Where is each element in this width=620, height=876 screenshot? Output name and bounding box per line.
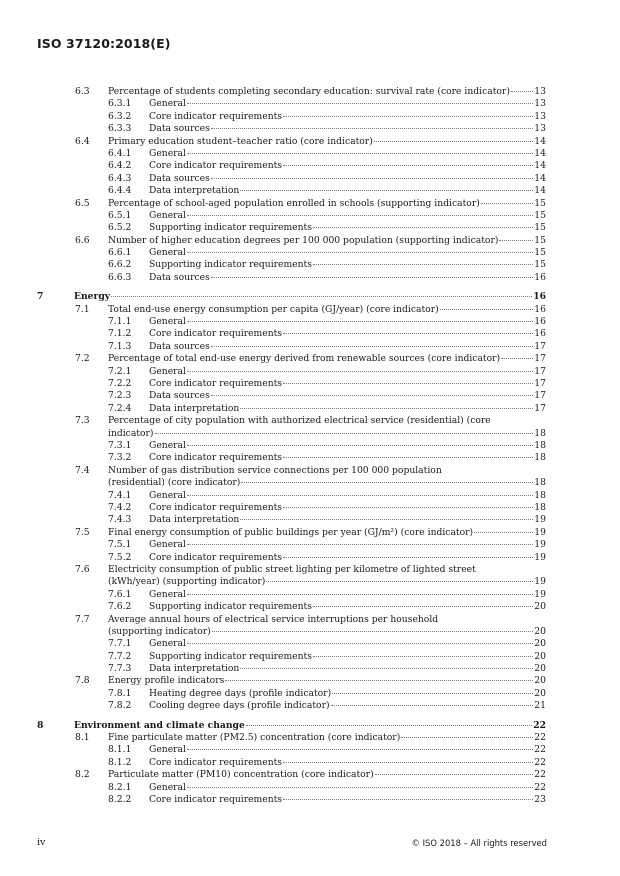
toc-entry-title: Percentage of students completing secondary education: survival rate (core indicator): [108, 86, 510, 97]
toc-entry-title: Energy: [74, 291, 111, 303]
dot-leader: [211, 395, 534, 396]
dot-leader: [499, 240, 533, 241]
toc-entry[interactable]: [37, 794, 546, 806]
toc-entry-title: Environment and climate change: [74, 719, 245, 731]
toc-entry[interactable]: [37, 589, 546, 601]
toc-entry[interactable]: [37, 465, 546, 490]
toc-entry-page: 13: [534, 86, 546, 97]
toc-entry-number: 8: [37, 719, 44, 731]
toc-entry-page: 20: [534, 638, 546, 650]
toc-entry[interactable]: [37, 235, 546, 247]
toc-entry-title-continued: (supporting indicator): [108, 625, 211, 637]
dot-leader: [313, 264, 533, 265]
toc-entry-title: General: [149, 209, 186, 221]
toc-entry-title: Primary education student–teacher ratio (core indicator): [108, 135, 373, 147]
dot-leader: [187, 643, 533, 644]
toc-entry-title: Data interpretation: [149, 663, 240, 675]
toc-entry-number: 7.8.1: [108, 687, 132, 699]
toc-entry[interactable]: [37, 86, 546, 98]
toc-entry-title: Data sources: [149, 172, 210, 184]
toc-entry-title: Data interpretation: [149, 514, 240, 526]
toc-entry-page: 15: [534, 247, 546, 259]
toc-entry-page: 20: [534, 650, 546, 662]
dot-leader: [283, 557, 533, 558]
dot-leader: [283, 457, 533, 458]
dot-leader: [187, 153, 533, 154]
dot-leader: [211, 128, 534, 129]
dot-leader: [212, 631, 534, 632]
dot-leader: [313, 227, 533, 228]
toc-entry-number: 7.2.1: [108, 365, 132, 377]
toc-entry[interactable]: [37, 341, 546, 353]
toc-entry-number: 7.7.2: [108, 650, 132, 662]
toc-entry-number: 7.2.4: [108, 402, 132, 414]
toc-entry-page: 20: [534, 663, 546, 675]
toc-entry[interactable]: [37, 366, 546, 378]
toc-entry-page: 14: [534, 185, 546, 197]
toc-entry-page: 16: [534, 316, 546, 328]
dot-leader: [374, 141, 534, 142]
toc-entry-title: Core indicator requirements: [149, 328, 283, 340]
toc-entry-number: 6.5: [75, 197, 90, 209]
toc-entry-number: 8.2: [75, 769, 90, 781]
toc-entry-page: 21: [534, 700, 546, 712]
toc-entry[interactable]: [37, 304, 546, 316]
toc-entry-title: General: [149, 539, 186, 551]
toc-entry-title: General: [149, 147, 186, 159]
toc-entry-page: 19: [534, 588, 546, 600]
toc-entry[interactable]: [37, 564, 546, 589]
toc-entry-number: 7.5.1: [108, 539, 132, 551]
toc-entry-page: 22: [534, 769, 546, 781]
toc-entry-number: 7.4.1: [108, 489, 132, 501]
toc-entry-title: Core indicator requirements: [149, 377, 283, 389]
toc-entry[interactable]: [37, 744, 546, 756]
toc-entry-page: 17: [534, 390, 546, 402]
dot-leader: [187, 544, 533, 545]
toc-entry-page: 23: [534, 794, 546, 805]
toc-entry-title: Core indicator requirements: [149, 160, 283, 172]
toc-entry-title: General: [149, 439, 186, 451]
toc-entry-page: 22: [533, 719, 546, 731]
toc-entry[interactable]: [37, 378, 546, 390]
toc-entry-number: 7.4.2: [108, 501, 132, 513]
toc-entry-number: 7.1.3: [108, 340, 132, 352]
toc-entry-page: 14: [534, 135, 546, 147]
dot-leader: [211, 346, 534, 347]
toc-entry[interactable]: [37, 601, 546, 613]
toc-entry-page: 20: [534, 601, 546, 613]
toc-entry-number: 7.7: [75, 613, 90, 625]
toc-entry[interactable]: [37, 757, 546, 769]
toc-entry-number: 7.2.3: [108, 390, 132, 402]
toc-entry[interactable]: [37, 173, 546, 185]
document-id-header: ISO 37120:2018(E): [37, 36, 171, 51]
dot-leader: [241, 482, 533, 483]
toc-entry-number: 7.3.1: [108, 439, 132, 451]
toc-entry-number: 7.5: [75, 526, 90, 538]
toc-entry-title: Core indicator requirements: [149, 551, 283, 563]
toc-entry-page: 17: [534, 353, 546, 365]
toc-entry[interactable]: [37, 490, 546, 502]
toc-entry[interactable]: [37, 272, 546, 284]
toc-entry-page: 22: [534, 744, 546, 756]
toc-entry-page: 18: [534, 501, 546, 513]
toc-entry[interactable]: [37, 720, 546, 732]
dot-leader: [240, 408, 533, 409]
toc-entry[interactable]: [37, 675, 546, 687]
toc-entry-title: Core indicator requirements: [149, 501, 283, 513]
toc-entry[interactable]: [37, 527, 546, 539]
toc-entry-number: 8.1: [75, 732, 90, 744]
toc-entry-title: General: [149, 588, 186, 600]
toc-entry[interactable]: [37, 390, 546, 402]
toc-entry-title: Number of higher education degrees per 100 000 population (supporting indicator): [108, 234, 499, 246]
toc-entry-number: 7.6.1: [108, 588, 132, 600]
toc-entry-page: 19: [534, 551, 546, 563]
toc-entry-page: 17: [534, 377, 546, 389]
toc-entry-title: General: [149, 247, 186, 259]
toc-entry-number: 7.4.3: [108, 514, 132, 526]
toc-entry[interactable]: [37, 111, 546, 123]
toc-entry[interactable]: [37, 782, 546, 794]
dot-leader: [155, 433, 534, 434]
toc-entry-page: 18: [534, 489, 546, 501]
toc-entry-number: 8.2.2: [108, 794, 132, 805]
toc-entry-number: 6.5.1: [108, 209, 132, 221]
toc-entry-number: 7.4: [75, 464, 90, 476]
dot-leader: [187, 371, 533, 372]
toc-entry-number: 7.8.2: [108, 700, 132, 712]
toc-entry-number: 7.7.1: [108, 638, 132, 650]
toc-entry-number: 7.8: [75, 675, 90, 687]
toc-entry-page: 14: [534, 172, 546, 184]
dot-leader: [240, 190, 533, 191]
dot-leader: [187, 103, 533, 104]
table-of-contents: [37, 86, 546, 806]
toc-entry-number: 6.6.3: [108, 271, 132, 283]
toc-entry-page: 19: [534, 526, 546, 538]
toc-entry[interactable]: [37, 415, 546, 440]
toc-entry-number: 6.4.2: [108, 160, 132, 172]
toc-entry-title: Supporting indicator requirements: [149, 650, 312, 662]
toc-entry-page: 19: [534, 539, 546, 551]
toc-entry-title: Data sources: [149, 123, 210, 135]
toc-entry-number: 8.1.2: [108, 756, 132, 768]
toc-entry-title: Core indicator requirements: [149, 110, 283, 122]
toc-entry[interactable]: [37, 700, 546, 712]
toc-entry-title: Final energy consumption of public buildings per year (GJ/m²) (core indicator): [108, 526, 474, 538]
toc-entry-page: 16: [534, 328, 546, 340]
toc-entry-page: 19: [534, 576, 546, 588]
toc-entry[interactable]: [37, 614, 546, 639]
toc-entry-title: Supporting indicator requirements: [149, 259, 312, 271]
toc-entry[interactable]: [37, 98, 546, 110]
toc-entry-number: 6.6: [75, 234, 90, 246]
toc-entry-page: 13: [534, 98, 546, 110]
toc-entry-title: Supporting indicator requirements: [149, 222, 312, 234]
toc-entry[interactable]: [37, 160, 546, 172]
toc-entry-title: General: [149, 98, 186, 110]
dot-leader: [283, 116, 533, 117]
dot-leader: [331, 705, 534, 706]
toc-entry[interactable]: [37, 663, 546, 675]
toc-entry-number: 7.7.3: [108, 663, 132, 675]
toc-entry-number: 6.6.1: [108, 247, 132, 259]
toc-entry[interactable]: [37, 148, 546, 160]
toc-entry-number: 7.1.1: [108, 316, 132, 328]
toc-entry-title: Particulate matter (PM10) concentration (core indicator): [108, 769, 374, 781]
toc-entry-number: 6.4.1: [108, 147, 132, 159]
toc-entry[interactable]: [37, 316, 546, 328]
toc-entry[interactable]: [37, 403, 546, 415]
toc-entry[interactable]: [37, 552, 546, 564]
toc-entry-number: 7.2: [75, 353, 90, 365]
toc-entry[interactable]: [37, 651, 546, 663]
toc-entry-title: Data interpretation: [149, 402, 240, 414]
toc-entry[interactable]: [37, 539, 546, 551]
toc-entry-page: 16: [534, 271, 546, 283]
toc-entry-number: 7.5.2: [108, 551, 132, 563]
toc-entry-page: 16: [534, 303, 546, 315]
toc-entry-number: 8.1.1: [108, 744, 132, 756]
toc-entry[interactable]: [37, 353, 546, 365]
toc-entry-title: General: [149, 489, 186, 501]
toc-entry-title: Core indicator requirements: [149, 794, 283, 805]
dot-leader: [313, 656, 533, 657]
dot-leader: [283, 762, 533, 763]
toc-entry[interactable]: [37, 502, 546, 514]
toc-entry-number: 7.3: [75, 415, 90, 427]
toc-entry-number: 6.4.4: [108, 185, 132, 197]
toc-entry-page: 22: [534, 781, 546, 793]
page-number: iv: [37, 837, 46, 848]
toc-entry-title: Percentage of city population with authorized electrical service (residential) (core: [108, 415, 491, 427]
toc-entry-title-continued: indicator): [108, 427, 154, 439]
toc-entry-page: 13: [534, 123, 546, 135]
toc-entry[interactable]: [37, 210, 546, 222]
toc-entry-page: 17: [534, 340, 546, 352]
toc-entry-title: General: [149, 365, 186, 377]
dot-leader: [283, 165, 533, 166]
toc-entry-title: General: [149, 744, 186, 756]
toc-entry-page: 20: [534, 625, 546, 637]
toc-entry[interactable]: [37, 198, 546, 210]
toc-entry-page: 22: [534, 756, 546, 768]
toc-entry-page: 20: [534, 687, 546, 699]
toc-entry-number: 7: [37, 291, 44, 303]
dot-leader: [211, 277, 534, 278]
dot-leader: [375, 774, 534, 775]
toc-entry-title-continued: (kWh/year) (supporting indicator): [108, 576, 266, 588]
toc-entry[interactable]: [37, 440, 546, 452]
toc-entry[interactable]: [37, 769, 546, 781]
dot-leader: [187, 787, 533, 788]
toc-entry-title: Data sources: [149, 340, 210, 352]
toc-entry-title: Data sources: [149, 390, 210, 402]
toc-entry-page: 19: [534, 514, 546, 526]
dot-leader: [283, 333, 533, 334]
toc-entry-title: General: [149, 316, 186, 328]
dot-leader: [283, 507, 533, 508]
toc-entry-title: Electricity consumption of public street lighting per kilometre of lighted street: [108, 563, 476, 575]
toc-entry-title: Data sources: [149, 271, 210, 283]
dot-leader: [240, 519, 533, 520]
dot-leader: [501, 358, 533, 359]
dot-leader: [481, 203, 533, 204]
toc-entry-title: Energy profile indicators: [108, 675, 225, 687]
toc-entry-number: 6.3.1: [108, 98, 132, 110]
toc-entry-title: Fine particulate matter (PM2.5) concentration (core indicator): [108, 732, 401, 744]
toc-entry-page: 18: [534, 439, 546, 451]
toc-entry-page: 15: [534, 222, 546, 234]
toc-entry-number: 6.6.2: [108, 259, 132, 271]
toc-entry-title: Core indicator requirements: [149, 756, 283, 768]
dot-leader: [187, 495, 533, 496]
toc-entry-page: 15: [534, 259, 546, 271]
toc-entry[interactable]: [37, 185, 546, 197]
toc-entry-number: 6.3: [75, 86, 90, 97]
toc-entry[interactable]: [37, 732, 546, 744]
toc-entry-page: 15: [534, 234, 546, 246]
toc-entry-number: 7.1: [75, 303, 90, 315]
dot-leader: [187, 215, 533, 216]
toc-entry-number: 6.3.3: [108, 123, 132, 135]
toc-entry-title: Total end-use energy consumption per capita (GJ/year) (core indicator): [108, 303, 439, 315]
toc-entry-page: 14: [534, 147, 546, 159]
dot-leader: [225, 680, 533, 681]
dot-leader: [187, 594, 533, 595]
toc-entry-title: Percentage of school-aged population enrolled in schools (supporting indicator): [108, 197, 480, 209]
toc-entry[interactable]: [37, 222, 546, 234]
dot-leader: [187, 749, 533, 750]
toc-entry-page: 17: [534, 402, 546, 414]
dot-leader: [283, 383, 533, 384]
toc-entry-page: 13: [534, 110, 546, 122]
toc-entry-number: 7.1.2: [108, 328, 132, 340]
toc-entry-number: 6.4.3: [108, 172, 132, 184]
toc-entry-number: 6.4: [75, 135, 90, 147]
toc-entry[interactable]: [37, 328, 546, 340]
toc-entry-title: Core indicator requirements: [149, 452, 283, 464]
toc-entry-page: 15: [534, 197, 546, 209]
toc-entry[interactable]: [37, 259, 546, 271]
toc-entry[interactable]: [37, 123, 546, 135]
toc-entry-title: General: [149, 638, 186, 650]
toc-entry-number: 8.2.1: [108, 781, 132, 793]
toc-entry-page: 20: [534, 675, 546, 687]
toc-entry-number: 7.6.2: [108, 601, 132, 613]
dot-leader: [187, 321, 533, 322]
toc-entry[interactable]: [37, 291, 546, 303]
copyright-notice: © ISO 2018 – All rights reserved: [411, 838, 547, 848]
toc-entry-number: 7.6: [75, 563, 90, 575]
toc-entry-title: Average annual hours of electrical service interruptions per household: [108, 613, 439, 625]
toc-entry-title: Data interpretation: [149, 185, 240, 197]
toc-entry-number: 7.3.2: [108, 452, 132, 464]
dot-leader: [313, 606, 533, 607]
toc-entry-number: 6.3.2: [108, 110, 132, 122]
dot-leader: [187, 445, 533, 446]
toc-entry[interactable]: [37, 247, 546, 259]
dot-leader: [266, 581, 533, 582]
toc-entry-page: 22: [534, 732, 546, 744]
dot-leader: [332, 693, 533, 694]
toc-entry-page: 18: [534, 477, 546, 489]
toc-entry[interactable]: [37, 638, 546, 650]
toc-entry-title: Heating degree days (profile indicator): [149, 687, 332, 699]
toc-entry-title: Supporting indicator requirements: [149, 601, 312, 613]
toc-entry[interactable]: [37, 452, 546, 464]
toc-entry[interactable]: [37, 136, 546, 148]
section-gap: [37, 713, 546, 720]
dot-leader: [283, 799, 533, 800]
toc-entry-page: 14: [534, 160, 546, 172]
toc-entry-title: General: [149, 781, 186, 793]
toc-entry-page: 17: [534, 365, 546, 377]
toc-entry-title: Percentage of total end-use energy derived from renewable sources (core indicator): [108, 353, 501, 365]
toc-entry-title: Number of gas distribution service connections per 100 000 population: [108, 464, 442, 476]
toc-entry-page: 18: [534, 452, 546, 464]
dot-leader: [211, 178, 534, 179]
dot-leader: [111, 296, 532, 297]
toc-entry-title: Cooling degree days (profile indicator): [149, 700, 330, 712]
dot-leader: [401, 737, 533, 738]
toc-entry-number: 6.5.2: [108, 222, 132, 234]
toc-entry[interactable]: [37, 514, 546, 526]
dot-leader: [511, 91, 533, 92]
dot-leader: [187, 252, 533, 253]
toc-entry[interactable]: [37, 688, 546, 700]
toc-entry-page: 18: [534, 427, 546, 439]
toc-entry-page: 16: [533, 291, 546, 303]
dot-leader: [474, 532, 533, 533]
toc-entry-title-continued: (residential) (core indicator): [108, 477, 241, 489]
toc-entry-page: 15: [534, 209, 546, 221]
dot-leader: [440, 309, 534, 310]
section-gap: [37, 284, 546, 291]
toc-entry-number: 7.2.2: [108, 377, 132, 389]
dot-leader: [246, 725, 532, 726]
dot-leader: [240, 668, 533, 669]
